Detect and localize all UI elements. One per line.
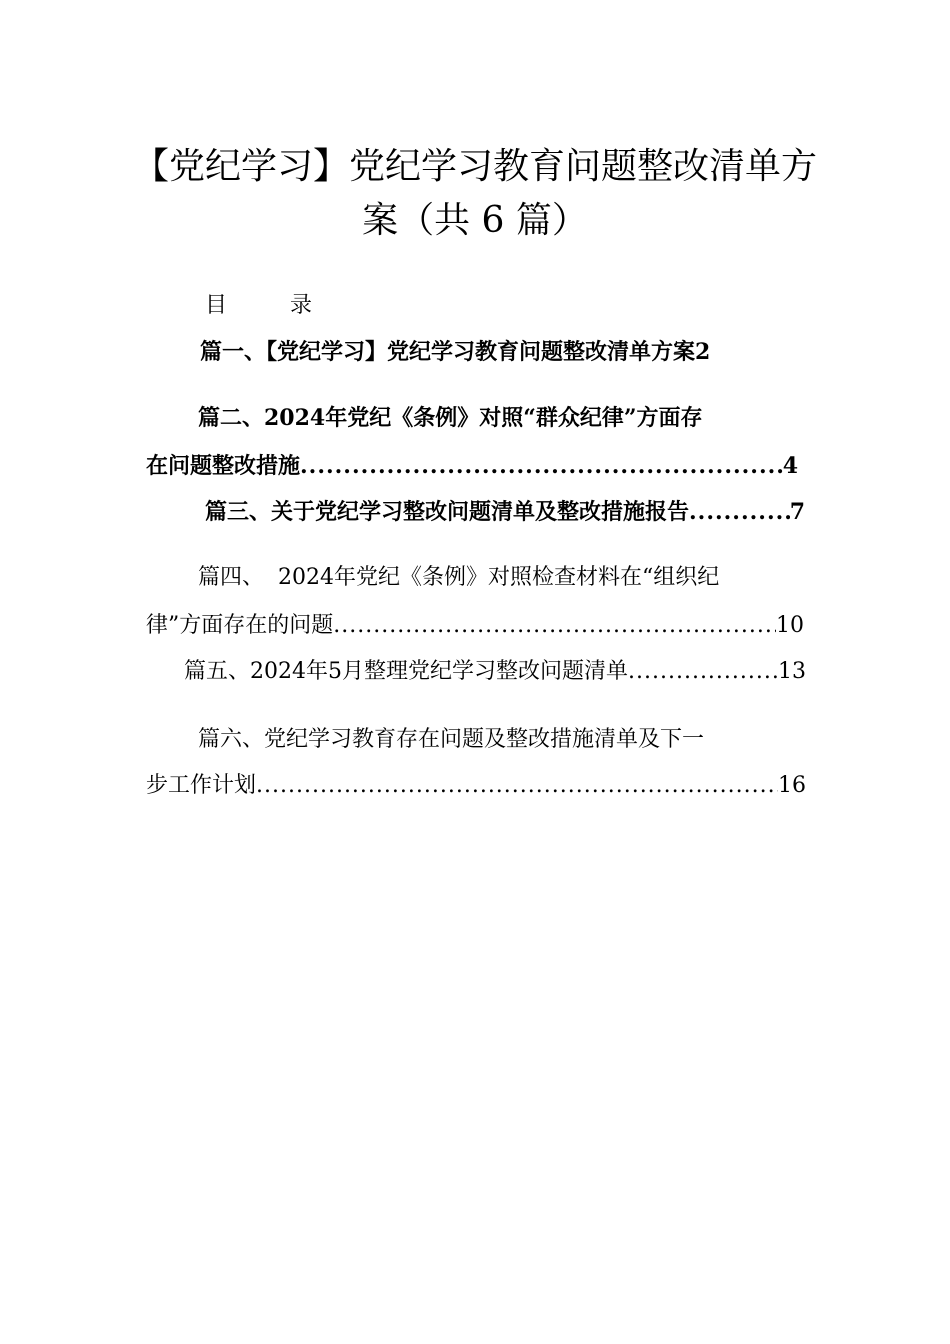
- toc-entry-2-line-1[interactable]: [198, 398, 798, 438]
- toc-entry-4-line-1[interactable]: [198, 558, 798, 598]
- toc-entry-5-text: 篇五、2024年5月整理党纪学习整改问题清单: [184, 659, 628, 684]
- toc-entry-2-page: 4: [782, 453, 798, 479]
- toc-entry-4-text-2: 律”方面存在的问题: [146, 613, 334, 638]
- toc-entry-6-text-2: 步工作计划: [146, 773, 257, 798]
- toc-entry-2-line-2[interactable]: [146, 446, 798, 486]
- toc-entry-4-text-1: 篇四、 2024年党纪《条例》对照检查材料在“组织纪: [198, 565, 720, 590]
- toc-entry-5[interactable]: [184, 652, 806, 692]
- toc-entry-1[interactable]: [200, 332, 805, 372]
- toc-entry-6-line-1[interactable]: [198, 720, 798, 760]
- toc-entry-6-page: 16: [778, 773, 806, 798]
- toc-entry-5-page: 13: [778, 659, 806, 684]
- toc-leader-dots: [300, 446, 783, 486]
- toc-entry-6-text-1: 篇六、党纪学习教育存在问题及整改措施清单及下一: [198, 727, 705, 752]
- toc-entry-1-page: 2: [695, 339, 711, 365]
- toc-heading: 目 录: [205, 293, 340, 318]
- toc-entry-6-line-2[interactable]: [146, 766, 806, 806]
- title-line-1: 【党纪学习】党纪学习教育问题整改清单方: [132, 146, 817, 187]
- toc-leader-dots: [689, 492, 790, 532]
- page-title: [100, 140, 850, 248]
- title-line-2: 案（共 6 篇）: [362, 200, 588, 241]
- toc-entry-2-text-2: 在问题整改措施: [146, 453, 301, 479]
- toc-entry-1-text: 篇一、【党纪学习】党纪学习教育问题整改清单方案: [200, 339, 696, 365]
- toc-entry-3-text: 篇三、关于党纪学习整改问题清单及整改措施报告: [205, 499, 690, 525]
- toc-entry-4-page: 10: [776, 613, 804, 638]
- toc-entry-3-page: 7: [789, 499, 805, 525]
- toc-entry-2-text-1: 篇二、2024年党纪《条例》对照“群众纪律”方面存: [198, 405, 703, 431]
- toc-leader-dots: [333, 606, 776, 646]
- toc-leader-dots: [628, 652, 778, 692]
- toc-leader-dots: [256, 766, 778, 806]
- toc-entry-3[interactable]: [205, 492, 805, 532]
- toc-entry-4-line-2[interactable]: [146, 606, 804, 646]
